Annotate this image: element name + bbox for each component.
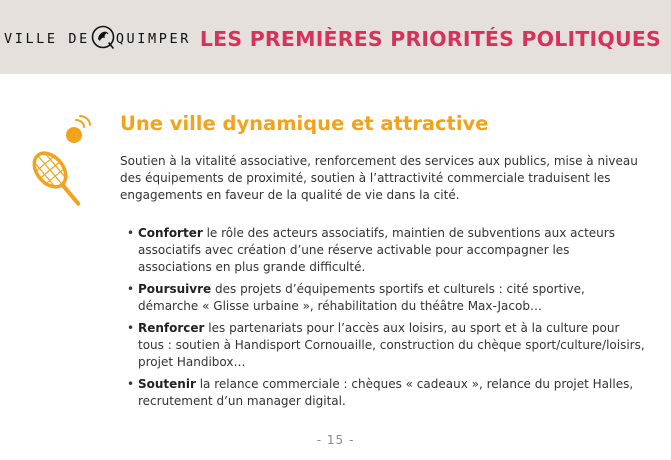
tennis-racket-ball-icon (2, 110, 102, 212)
section-title: Une ville dynamique et attractive (120, 112, 489, 135)
logo-text-left: VILLE DE (4, 31, 90, 47)
bullet-lead: Renforcer (138, 321, 205, 335)
city-logo[interactable] (4, 26, 191, 52)
list-item (126, 376, 646, 410)
list-item (126, 320, 646, 371)
page-number: - 15 - (316, 433, 355, 447)
list-item (126, 225, 646, 276)
list-item (126, 281, 646, 315)
priorities-list (126, 225, 646, 415)
bullet-text: le rôle des acteurs associatifs, maintien de subventions aux acteurs associatifs avec création d’une réserve activable pour accompagner les associations en plus grande difficulté. (138, 226, 615, 274)
bullet-lead: Conforter (138, 226, 203, 240)
quimper-crest-icon (91, 25, 115, 53)
intro-paragraph: Soutien à la vitalité associative, renforcement des services aux publics, mise à niveau des équipements de proximité, soutien à l’attractivité commerciale traduisent les engagements en faveur de la qualité de vie dans la cité. (120, 154, 638, 202)
bullet-text: des projets d’équipements sportifs et culturels : cité sportive, démarche « Glisse urbaine », réhabilitation du théâtre Max-Jacob… (138, 282, 585, 313)
bullet-text: la relance commerciale : chèques « cadeaux », relance du projet Halles, recrutement d’un manager digital. (138, 377, 634, 408)
page-header (0, 0, 671, 74)
bullet-text: les partenariats pour l’accès aux loisirs, au sport et à la culture pour tous : soutien à Handisport Cornouaille, construction du chèque sport/culture/loisirs, projet Handibox… (138, 321, 645, 369)
page-title: LES PREMIÈRES PRIORITÉS POLITIQUES (199, 27, 661, 51)
logo-text-right: QUIMPER (115, 31, 191, 47)
bullet-lead: Poursuivre (138, 282, 212, 296)
bullet-lead: Soutenir (138, 377, 196, 391)
